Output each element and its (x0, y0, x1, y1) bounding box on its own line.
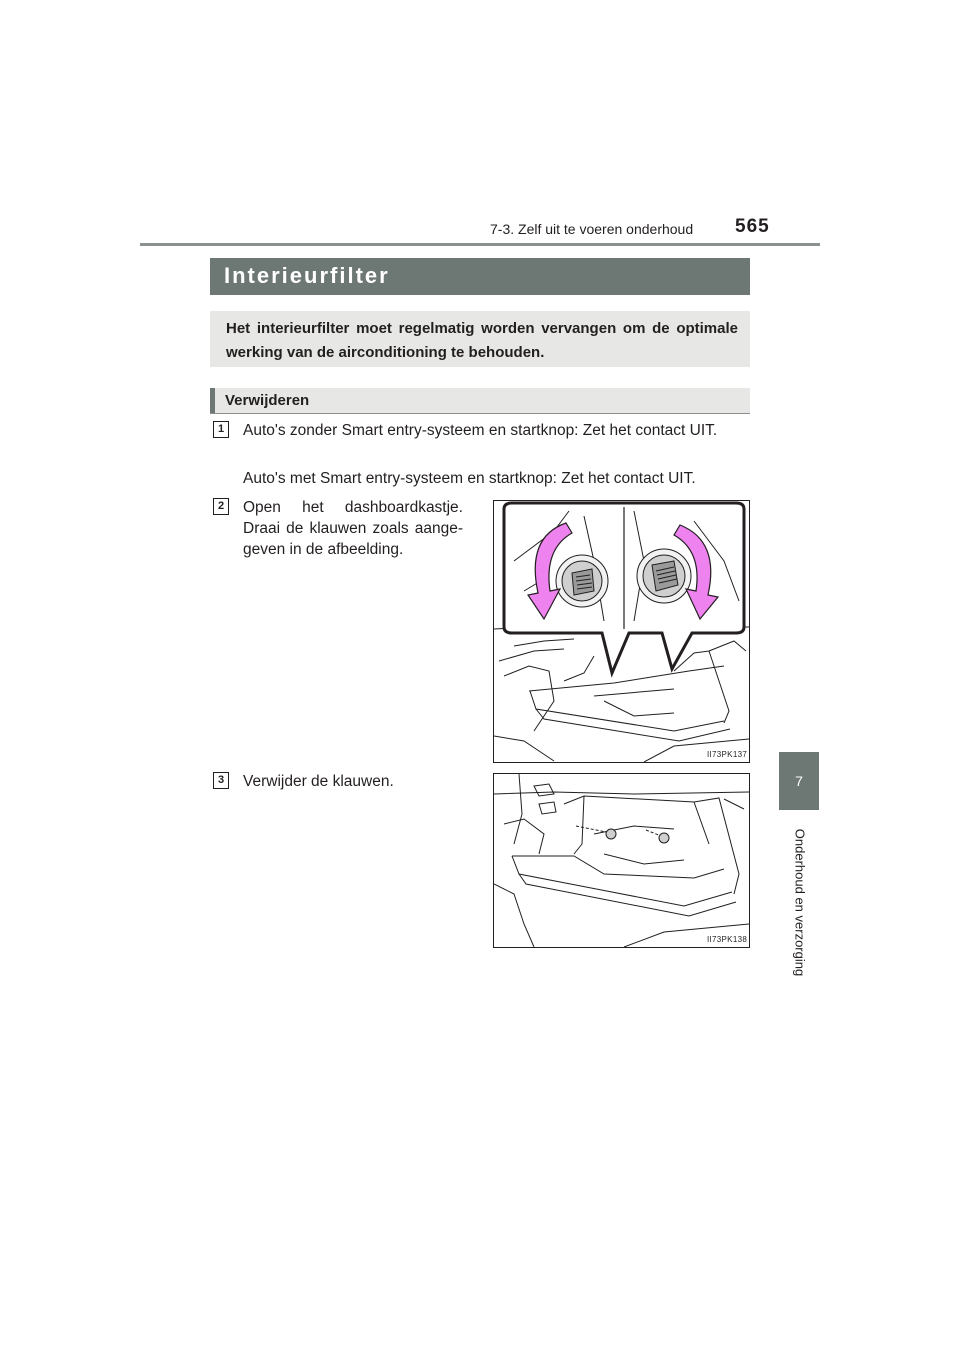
step-badge-2: 2 (213, 498, 229, 515)
step-1-line-2: Auto's met Smart entry-systeem en startknop: Zet het contact UIT. (243, 470, 696, 487)
subheading (210, 388, 750, 414)
step-1-line-1: Auto's zonder Smart entry-systeem en startknop: Zet het contact UIT. (243, 422, 718, 439)
intro-box (210, 311, 750, 367)
title-bar (210, 258, 750, 295)
header-rule (140, 243, 820, 246)
intro-text: Het interieurfilter moet regelmatig worden vervangen om de optimale werking van de airconditioning te behouden. (226, 320, 738, 361)
figure-code-1: II73PK137 (707, 750, 748, 759)
chapter-tab-number: 7 (779, 752, 819, 810)
figure-remove-claws (493, 773, 750, 948)
section-title: 7-3. Zelf uit te voeren onderhoud (490, 221, 694, 237)
step-badge-1: 1 (213, 421, 229, 438)
figure-code-2: II73PK138 (707, 935, 748, 944)
remove-claws-illustration (494, 774, 749, 947)
page-number: 565 (735, 216, 770, 237)
step-3-text: Verwijder de klauwen. (243, 773, 394, 790)
chapter-tab-label (792, 818, 808, 988)
chapter-tab-label-text: Onderhoud en verzorging (792, 828, 808, 977)
figure-glovebox-claws (493, 500, 750, 763)
subheading-text: Verwijderen (225, 392, 310, 409)
page-title: Interieurfilter (224, 263, 390, 288)
step-badge-3: 3 (213, 772, 229, 789)
glovebox-claws-illustration (494, 501, 749, 762)
step-2-text: Open het dashboardkastje. Draai de klauwen zoals aange-geven in de afbeelding. (243, 499, 463, 558)
